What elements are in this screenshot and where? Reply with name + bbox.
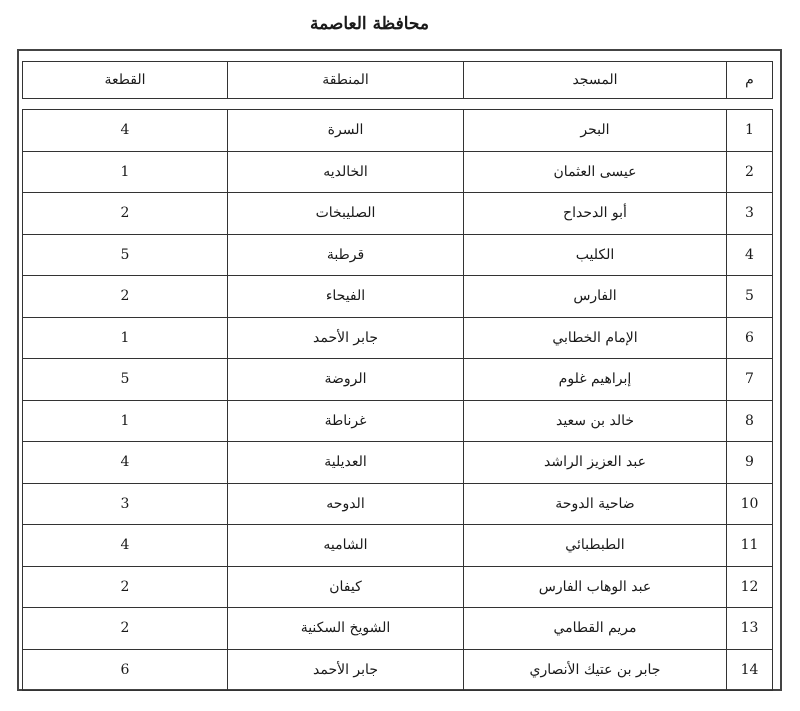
mosque-table (22, 109, 773, 691)
cell-block: 1 (23, 317, 228, 359)
cell-area: الخالديه (228, 151, 464, 193)
cell-no: 3 (727, 193, 773, 235)
cell-no: 12 (727, 566, 773, 608)
cell-mosque: الطبطبائي (464, 525, 727, 567)
header-row (23, 62, 773, 99)
cell-block: 2 (23, 276, 228, 318)
page-title: محافظة العاصمة (309, 14, 430, 34)
cell-no: 4 (727, 234, 773, 276)
cell-mosque: أبو الدحداح (464, 193, 727, 235)
cell-area: كيفان (228, 566, 464, 608)
cell-block: 5 (23, 234, 228, 276)
cell-area: جابر الأحمد (228, 649, 464, 691)
cell-mosque: الإمام الخطابي (464, 317, 727, 359)
cell-no: 11 (727, 525, 773, 567)
cell-block: 2 (23, 193, 228, 235)
table-row (23, 525, 773, 567)
cell-mosque: خالد بن سعيد (464, 400, 727, 442)
cell-no: 1 (727, 110, 773, 152)
header-block: القطعة (23, 62, 228, 99)
cell-mosque: مريم القطامي (464, 608, 727, 650)
cell-block: 5 (23, 359, 228, 401)
cell-area: غرناطة (228, 400, 464, 442)
cell-area: العديلية (228, 442, 464, 484)
cell-area: الصليبخات (228, 193, 464, 235)
cell-mosque: ضاحية الدوحة (464, 483, 727, 525)
table-row (23, 151, 773, 193)
cell-no: 10 (727, 483, 773, 525)
cell-no: 5 (727, 276, 773, 318)
cell-no: 13 (727, 608, 773, 650)
cell-area: الدوحه (228, 483, 464, 525)
table-row (23, 110, 773, 152)
table-row (23, 566, 773, 608)
cell-mosque: إبراهيم غلوم (464, 359, 727, 401)
cell-no: 9 (727, 442, 773, 484)
cell-no: 14 (727, 649, 773, 691)
header-area: المنطقة (228, 62, 464, 99)
cell-area: جابر الأحمد (228, 317, 464, 359)
cell-area: السرة (228, 110, 464, 152)
cell-no: 2 (727, 151, 773, 193)
cell-mosque: الفارس (464, 276, 727, 318)
table-row (23, 649, 773, 691)
cell-mosque: البحر (464, 110, 727, 152)
table-row (23, 359, 773, 401)
cell-no: 6 (727, 317, 773, 359)
table-row (23, 276, 773, 318)
cell-no: 7 (727, 359, 773, 401)
cell-area: الشاميه (228, 525, 464, 567)
cell-mosque: الكليب (464, 234, 727, 276)
table-row (23, 483, 773, 525)
cell-block: 2 (23, 566, 228, 608)
cell-block: 1 (23, 151, 228, 193)
cell-area: قرطبة (228, 234, 464, 276)
table-row (23, 400, 773, 442)
header-mosque: المسجد (464, 62, 727, 99)
cell-block: 6 (23, 649, 228, 691)
cell-area: الفيحاء (228, 276, 464, 318)
cell-no: 8 (727, 400, 773, 442)
header-no: م (727, 62, 773, 99)
cell-block: 1 (23, 400, 228, 442)
table-row (23, 193, 773, 235)
table-row (23, 608, 773, 650)
cell-mosque: جابر بن عتيك الأنصاري (464, 649, 727, 691)
cell-block: 3 (23, 483, 228, 525)
cell-mosque: عبد العزيز الراشد (464, 442, 727, 484)
cell-block: 4 (23, 110, 228, 152)
table-row (23, 317, 773, 359)
cell-mosque: عبد الوهاب الفارس (464, 566, 727, 608)
cell-mosque: عيسى العثمان (464, 151, 727, 193)
cell-area: الروضة (228, 359, 464, 401)
table-row (23, 442, 773, 484)
cell-block: 4 (23, 525, 228, 567)
cell-area: الشويخ السكنية (228, 608, 464, 650)
header-table (22, 61, 773, 99)
table-row (23, 234, 773, 276)
cell-block: 4 (23, 442, 228, 484)
cell-block: 2 (23, 608, 228, 650)
